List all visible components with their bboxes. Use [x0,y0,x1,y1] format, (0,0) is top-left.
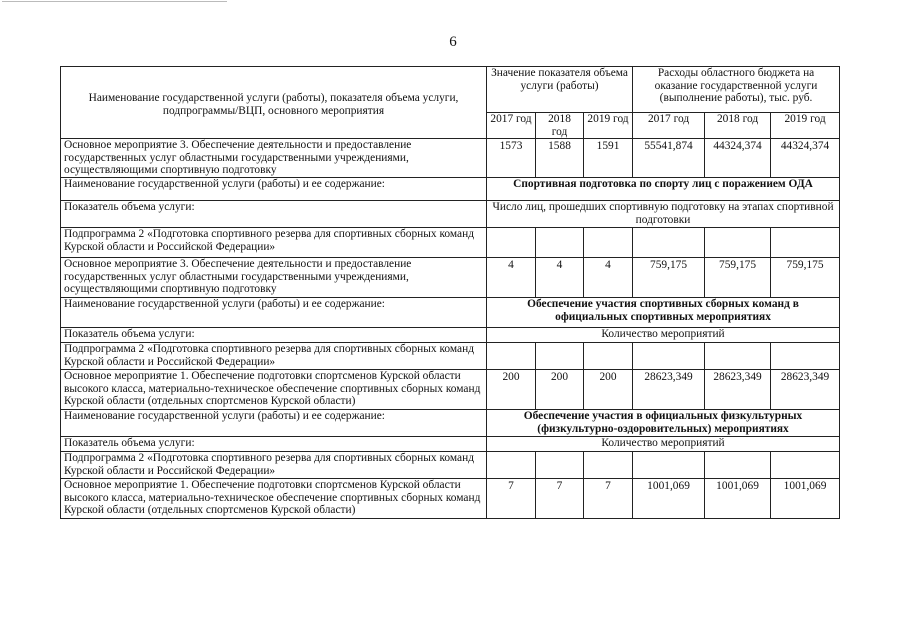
service-name-cell: Спортивная подготовка по спорту лиц с поражением ОДА [487,178,840,201]
row-label: Показатель объема услуги: [61,437,487,452]
value-cell: 44324,374 [705,139,771,178]
value-cell: 1001,069 [633,479,705,519]
row-label: Подпрограмма 2 «Подготовка спортивного резерва для спортивных сборных команд Курской области и Российской Федерации» [61,452,487,479]
value-cell: 200 [536,370,584,410]
year-cell: 2019 год [584,113,633,139]
row-label: Наименование государственной услуги (работы) и ее содержание: [61,178,487,201]
table-row [61,452,840,479]
table-row [61,228,840,258]
row-label: Основное мероприятие 1. Обеспечение подготовки спортсменов Курской области высокого класса, материально-техническое обеспечение спортивных сборных команд Курской области (отдельных спортсменов Курской области) [61,479,487,519]
table-row [61,410,840,437]
year-cell: 2018 год [536,113,584,139]
header-row [61,67,840,113]
page-number: 6 [449,34,457,50]
year-cell: 2017 год [633,113,705,139]
table-row [61,298,840,328]
year-cell: 2017 год [487,113,536,139]
value-cell: 759,175 [705,258,771,298]
row-label: Наименование государственной услуги (работы) и ее содержание: [61,298,487,328]
row-label: Подпрограмма 2 «Подготовка спортивного резерва для спортивных сборных команд Курской области и Российской Федерации» [61,228,487,258]
value-cell: 1001,069 [705,479,771,519]
row-label: Показатель объема услуги: [61,201,487,228]
table-row [61,258,840,298]
table-row [61,343,840,370]
table-row [61,201,840,228]
indicator-name-cell: Количество мероприятий [487,328,840,343]
indicator-name-cell: Количество мероприятий [487,437,840,452]
row-label: Основное мероприятие 3. Обеспечение деятельности и предоставление государственных услуг областными государственными учреждениями, осуществляющими спортивную подготовку [61,258,487,298]
value-cell: 7 [536,479,584,519]
value-cell: 7 [487,479,536,519]
value-cell: 759,175 [633,258,705,298]
value-cell: 200 [487,370,536,410]
header-expense-group: Расходы областного бюджета на оказание государственной услуги (выполнение работы), тыс. руб. [633,67,840,113]
value-cell: 4 [536,258,584,298]
value-cell: 55541,874 [633,139,705,178]
services-table [60,66,840,519]
value-cell: 28623,349 [771,370,840,410]
value-cell: 28623,349 [633,370,705,410]
table-row [61,479,840,519]
value-cell: 1591 [584,139,633,178]
header-name-cell: Наименование государственной услуги (работы), показателя объема услуги, подпрограммы/ВЦП, основного мероприятия [61,67,487,139]
service-name-cell: Обеспечение участия в официальных физкультурных (физкультурно-оздоровительных) мероприятиях [487,410,840,437]
table-row [61,178,840,201]
table-row [61,328,840,343]
value-cell: 28623,349 [705,370,771,410]
row-label: Показатель объема услуги: [61,328,487,343]
value-cell: 759,175 [771,258,840,298]
value-cell: 1001,069 [771,479,840,519]
row-label: Основное мероприятие 1. Обеспечение подготовки спортсменов Курской области высокого класса, материально-техническое обеспечение спортивных сборных команд Курской области (отдельных спортсменов Курской области) [61,370,487,410]
value-cell: 4 [584,258,633,298]
value-cell: 7 [584,479,633,519]
row-label: Наименование государственной услуги (работы) и ее содержание: [61,410,487,437]
top-rule [2,1,227,2]
header-indicator-group: Значение показателя объема услуги (работы) [487,67,633,113]
row-label: Основное мероприятие 3. Обеспечение деятельности и предоставление государственных услуг областными государственными учреждениями, осуществляющими спортивную подготовку [61,139,487,178]
row-label: Подпрограмма 2 «Подготовка спортивного резерва для спортивных сборных команд Курской области и Российской Федерации» [61,343,487,370]
year-cell: 2019 год [771,113,840,139]
indicator-name-cell: Число лиц, прошедших спортивную подготовку на этапах спортивной подготовки [487,201,840,228]
value-cell: 44324,374 [771,139,840,178]
value-cell: 4 [487,258,536,298]
service-name-cell: Обеспечение участия спортивных сборных команд в официальных спортивных мероприятиях [487,298,840,328]
value-cell: 200 [584,370,633,410]
table-row [61,437,840,452]
year-cell: 2018 год [705,113,771,139]
value-cell: 1573 [487,139,536,178]
table-row [61,370,840,410]
value-cell: 1588 [536,139,584,178]
table-row [61,139,840,178]
